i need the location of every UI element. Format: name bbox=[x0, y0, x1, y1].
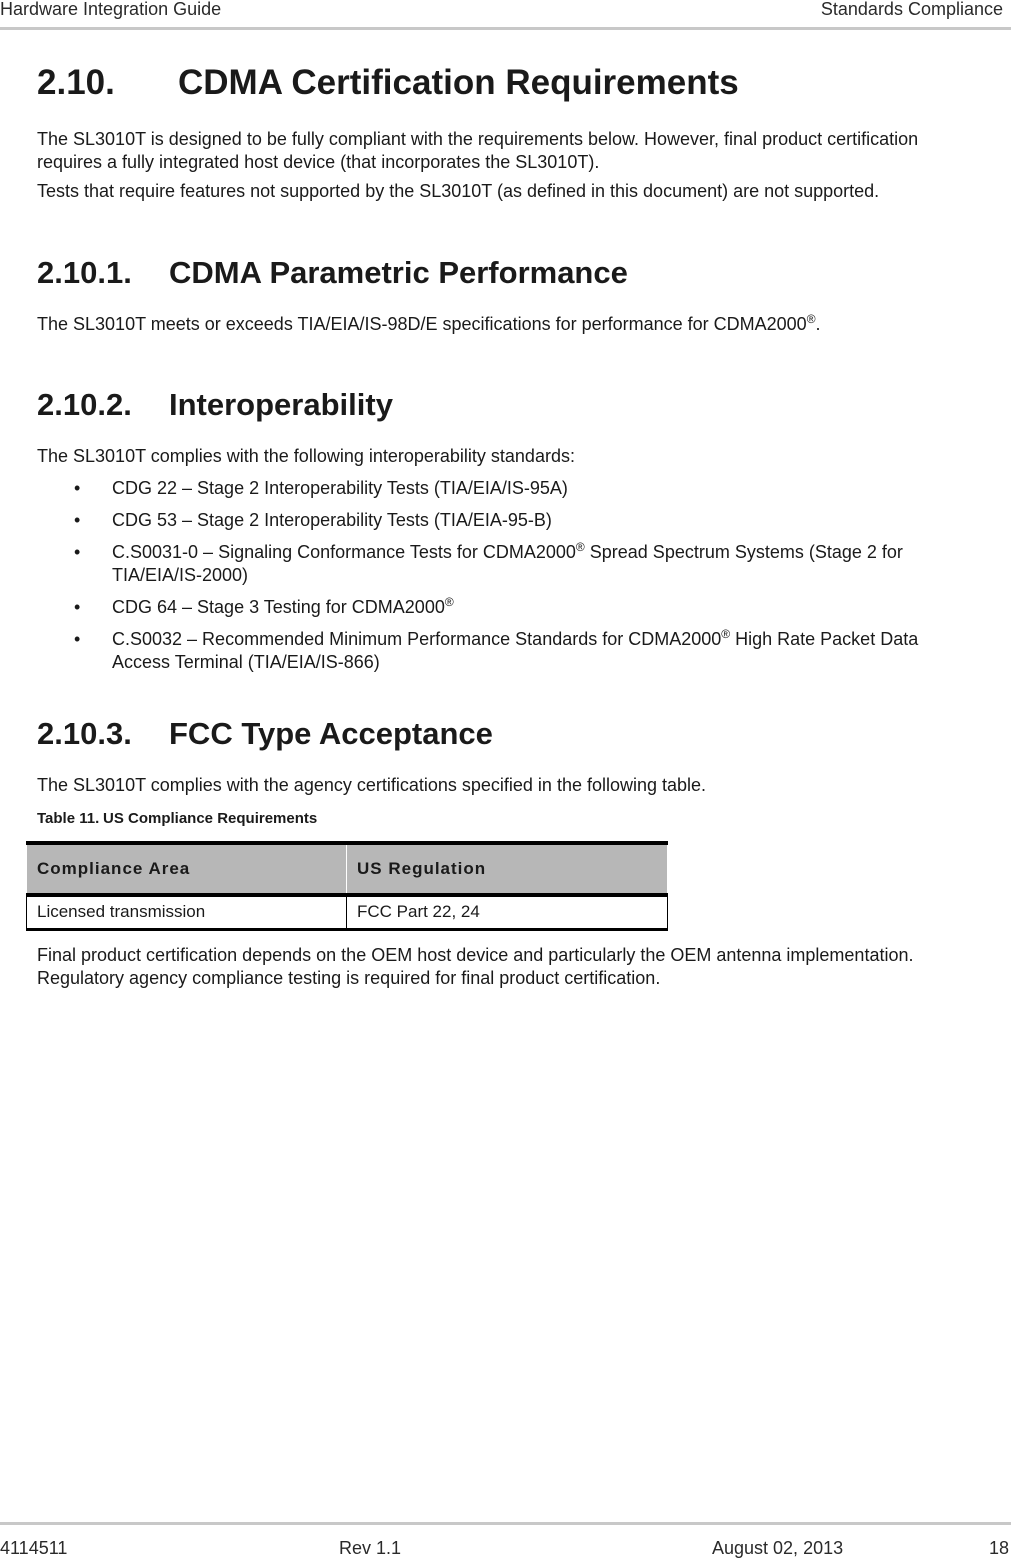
section-paragraph-1: The SL3010T is designed to be fully compliant with the requirements below. However, final product certification requires a fully integrated host device (that incorporates the SL3010T). bbox=[37, 129, 919, 172]
section-paragraph-2: Tests that require features not supported by the SL3010T (as defined in this document) are not supported. bbox=[37, 181, 880, 201]
header-chapter-title: Standards Compliance bbox=[820, 0, 1003, 19]
list-item bbox=[37, 628, 967, 674]
table-caption-number: Table 11. bbox=[37, 810, 100, 827]
table-row bbox=[27, 895, 668, 929]
list-item-text: C.S0032 – Recommended Minimum Performance Standards for CDMA2000 bbox=[112, 629, 722, 649]
table-caption-title: US Compliance Requirements bbox=[103, 810, 318, 827]
table-header-compliance-area: Compliance Area bbox=[27, 843, 347, 895]
list-item-text: CDG 22 – Stage 2 Interoperability Tests (TIA/EIA/IS-95A) bbox=[112, 478, 568, 498]
bullet-dot: • bbox=[74, 542, 81, 562]
registered-mark: ® bbox=[806, 312, 816, 326]
list-item bbox=[37, 477, 967, 500]
list-item bbox=[37, 596, 967, 619]
parametric-paragraph bbox=[37, 313, 967, 336]
parametric-text-end: . bbox=[815, 314, 821, 334]
list-item bbox=[37, 541, 967, 587]
subsection-number-parametric: 2.10.1. bbox=[37, 255, 132, 290]
registered-mark: ® bbox=[444, 595, 454, 609]
compliance-table bbox=[26, 841, 668, 931]
fcc-closing-paragraph: Final product certification depends on the OEM host device and particularly the OEM antenna implementation. Regulatory agency compliance testing is required for final product certification. bbox=[37, 944, 914, 988]
bullet-dot: • bbox=[74, 478, 81, 498]
bullet-dot: • bbox=[74, 510, 81, 530]
subsection-number-interoperability: 2.10.2. bbox=[37, 387, 132, 422]
footer-page-number: 18 bbox=[989, 1538, 1010, 1558]
subsection-heading-fcc bbox=[37, 712, 967, 756]
bullet-dot: • bbox=[74, 629, 81, 649]
interoperability-intro: The SL3010T complies with the following interoperability standards: bbox=[37, 446, 575, 466]
parametric-text: The SL3010T meets or exceeds TIA/EIA/IS-98D/E specifications for performance for CDMA2000 bbox=[37, 314, 807, 334]
list-item-text: CDG 53 – Stage 2 Interoperability Tests (TIA/EIA-95-B) bbox=[112, 510, 552, 530]
page-header bbox=[0, 0, 1011, 30]
fcc-intro: The SL3010T complies with the agency certifications specified in the following table. bbox=[37, 775, 707, 795]
table-header-row bbox=[27, 843, 668, 895]
list-item-text: CDG 64 – Stage 3 Testing for CDMA2000 bbox=[112, 597, 445, 617]
table-header-us-regulation: US Regulation bbox=[347, 843, 668, 895]
subsection-heading-parametric bbox=[37, 251, 967, 295]
page-footer bbox=[0, 1522, 1011, 1560]
header-document-title: Hardware Integration Guide bbox=[0, 0, 222, 19]
subsection-title-fcc: FCC Type Acceptance bbox=[169, 716, 493, 751]
table-caption bbox=[37, 809, 967, 829]
list-item-text: C.S0031-0 – Signaling Conformance Tests for CDMA2000 bbox=[112, 542, 576, 562]
subsection-title-interoperability: Interoperability bbox=[169, 387, 393, 422]
footer-date: August 02, 2013 bbox=[712, 1538, 844, 1558]
footer-document-number: 4114511 bbox=[0, 1538, 68, 1558]
list-item-text-continued: Spread Spectrum Systems (Stage 2 for TIA/EIA/IS-2000) bbox=[112, 542, 903, 585]
list-item-text-continued: High Rate Packet Data Access Terminal (TIA/EIA/IS-866) bbox=[112, 629, 919, 672]
interoperability-list bbox=[37, 477, 967, 674]
section-title: CDMA Certification Requirements bbox=[178, 63, 739, 102]
section-heading bbox=[37, 58, 967, 108]
section-number: 2.10. bbox=[37, 63, 115, 102]
subsection-heading-interoperability bbox=[37, 383, 967, 427]
subsection-title-parametric: CDMA Parametric Performance bbox=[169, 255, 628, 290]
page-content bbox=[37, 58, 967, 990]
footer-revision: Rev 1.1 bbox=[339, 1538, 402, 1558]
list-item bbox=[37, 509, 967, 532]
registered-mark: ® bbox=[721, 627, 731, 641]
registered-mark: ® bbox=[575, 540, 585, 554]
table-cell: Licensed transmission bbox=[27, 895, 347, 929]
bullet-dot: • bbox=[74, 597, 81, 617]
table-cell: FCC Part 22, 24 bbox=[347, 895, 668, 929]
subsection-number-fcc: 2.10.3. bbox=[37, 716, 132, 751]
